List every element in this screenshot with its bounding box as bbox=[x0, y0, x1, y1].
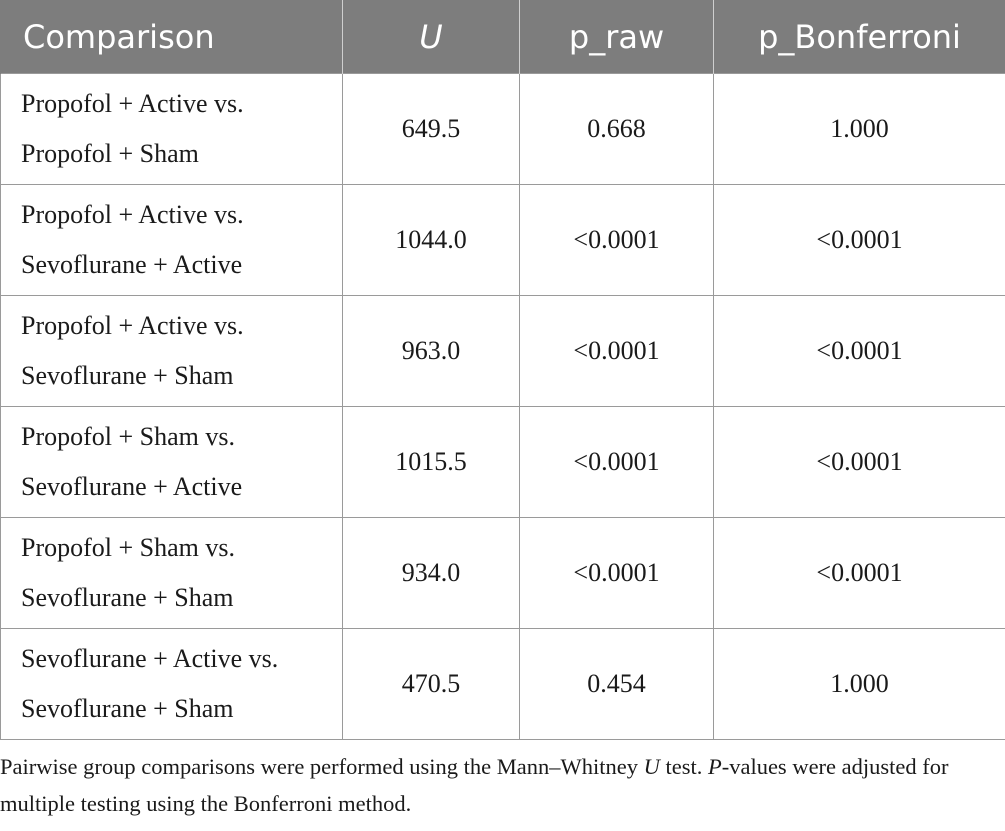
p-bonferroni-cell: <0.0001 bbox=[714, 296, 1005, 407]
comparison-line1: Propofol + Active vs. bbox=[21, 200, 244, 229]
header-comparison: Comparison bbox=[1, 1, 343, 74]
comparison-line1: Propofol + Sham vs. bbox=[21, 533, 236, 562]
comparison-cell bbox=[1, 407, 343, 518]
comparison-cell bbox=[1, 629, 343, 740]
comparison-line2: Sevoflurane + Sham bbox=[21, 361, 234, 390]
footnote-part2: test. bbox=[659, 754, 708, 779]
table-body bbox=[1, 74, 1005, 740]
comparison-line2: Sevoflurane + Sham bbox=[21, 694, 234, 723]
u-cell: 1044.0 bbox=[343, 185, 520, 296]
u-cell: 470.5 bbox=[343, 629, 520, 740]
comparison-line1: Propofol + Sham vs. bbox=[21, 422, 236, 451]
comparison-line2: Propofol + Sham bbox=[21, 139, 199, 168]
p-bonferroni-cell: <0.0001 bbox=[714, 518, 1005, 629]
comparison-line1: Propofol + Active vs. bbox=[21, 89, 244, 118]
comparison-line2: Sevoflurane + Active bbox=[21, 472, 243, 501]
comparison-line1: Propofol + Active vs. bbox=[21, 311, 244, 340]
p-raw-cell: 0.454 bbox=[520, 629, 714, 740]
table-row bbox=[1, 629, 1005, 740]
comparison-cell bbox=[1, 185, 343, 296]
header-row bbox=[1, 1, 1005, 74]
table-row bbox=[1, 518, 1005, 629]
header-p-bonferroni: p_Bonferroni bbox=[714, 1, 1005, 74]
footnote-p-italic: P bbox=[707, 754, 722, 779]
p-bonferroni-cell: 1.000 bbox=[714, 629, 1005, 740]
header-p-raw: p_raw bbox=[520, 1, 714, 74]
header-u: U bbox=[343, 1, 520, 74]
comparison-line2: Sevoflurane + Sham bbox=[21, 583, 234, 612]
footnote-part1: Pairwise group comparisons were performed using the Mann–Whitney bbox=[0, 754, 644, 779]
table-header bbox=[1, 1, 1005, 74]
comparison-line1: Sevoflurane + Active vs. bbox=[21, 644, 279, 673]
u-cell: 934.0 bbox=[343, 518, 520, 629]
table-footnote bbox=[0, 748, 1005, 822]
p-raw-cell: <0.0001 bbox=[520, 185, 714, 296]
footnote-part3: -values were adjusted for multiple testing using the Bonferroni method. bbox=[0, 754, 949, 816]
table-row bbox=[1, 296, 1005, 407]
table-row bbox=[1, 407, 1005, 518]
u-cell: 963.0 bbox=[343, 296, 520, 407]
p-raw-cell: 0.668 bbox=[520, 74, 714, 185]
p-raw-cell: <0.0001 bbox=[520, 296, 714, 407]
p-bonferroni-cell: 1.000 bbox=[714, 74, 1005, 185]
comparison-line2: Sevoflurane + Active bbox=[21, 250, 243, 279]
comparison-cell bbox=[1, 518, 343, 629]
footnote-u-italic: U bbox=[643, 754, 660, 779]
p-bonferroni-cell: <0.0001 bbox=[714, 407, 1005, 518]
table-row bbox=[1, 185, 1005, 296]
p-bonferroni-cell: <0.0001 bbox=[714, 185, 1005, 296]
u-cell: 649.5 bbox=[343, 74, 520, 185]
p-raw-cell: <0.0001 bbox=[520, 518, 714, 629]
u-cell: 1015.5 bbox=[343, 407, 520, 518]
table-row bbox=[1, 74, 1005, 185]
comparison-cell bbox=[1, 296, 343, 407]
p-raw-cell: <0.0001 bbox=[520, 407, 714, 518]
comparison-cell bbox=[1, 74, 343, 185]
